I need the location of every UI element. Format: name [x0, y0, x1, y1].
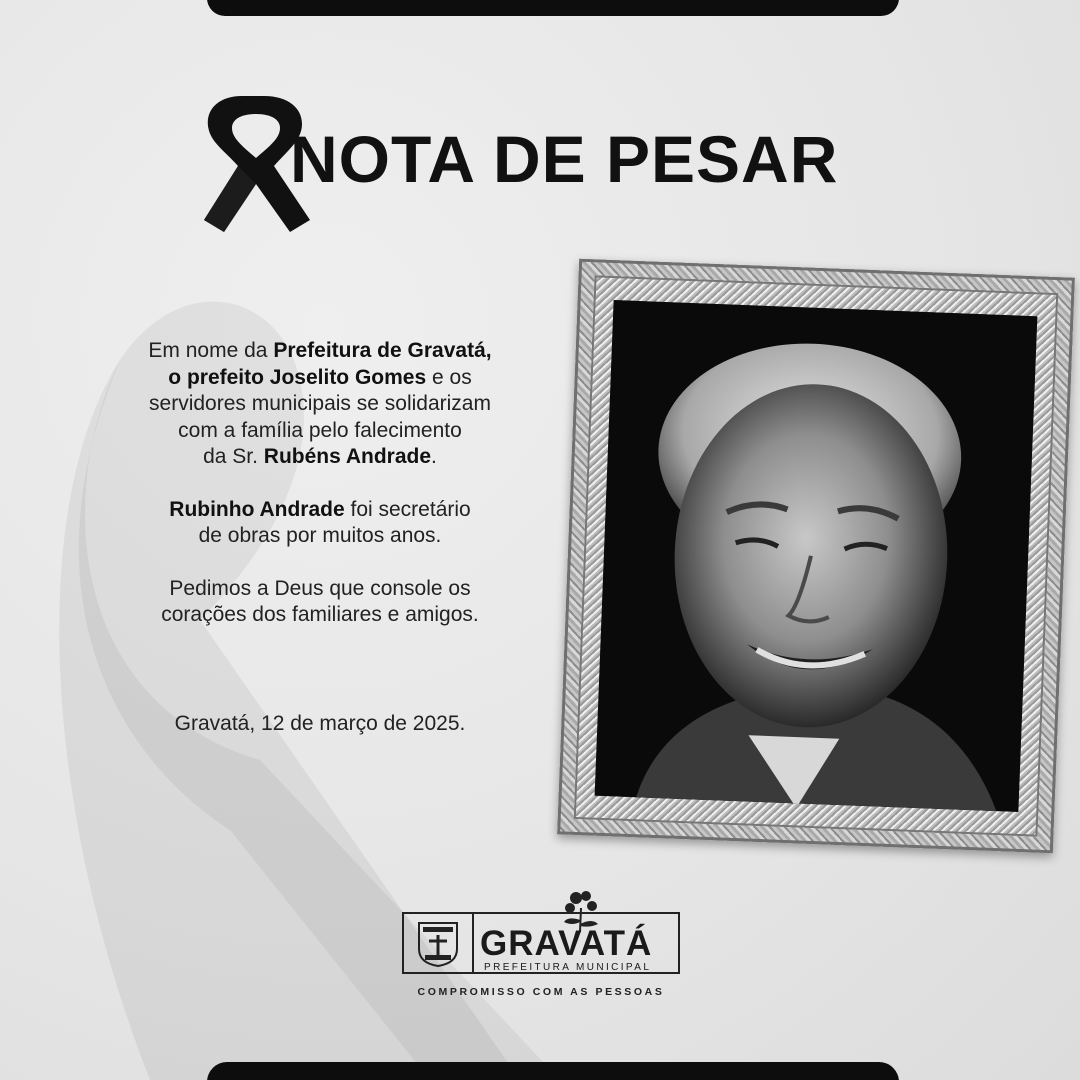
- message-text: .: [431, 445, 437, 468]
- message-bold-text: Prefeitura de Gravatá,: [273, 339, 492, 362]
- bottom-decorative-bar: [207, 1062, 899, 1080]
- message-text: de obras por muitos anos.: [198, 524, 442, 547]
- top-decorative-bar: [207, 0, 899, 16]
- message-text: com a família pelo falecimento: [178, 418, 462, 442]
- message-paragraph-1: [60, 338, 580, 471]
- message-text: Pedimos a Deus que console os: [169, 576, 471, 600]
- logo-divider: [472, 914, 474, 972]
- message-paragraph-2: [60, 497, 580, 550]
- message-text: Em nome da: [148, 339, 274, 362]
- message-text: da Sr.: [203, 445, 264, 468]
- logo-name: GRAVATÁ: [480, 924, 653, 963]
- condolence-message: [60, 338, 580, 629]
- message-text: e os: [426, 365, 472, 389]
- message-paragraph-3: [60, 576, 580, 629]
- logo-tagline: COMPROMISSO COM AS PESSOAS: [417, 986, 665, 998]
- portrait-frame: [557, 259, 1075, 854]
- message-text: corações dos familiares e amigos.: [161, 603, 479, 626]
- date-line: Gravatá, 12 de março de 2025.: [174, 712, 466, 735]
- message-text: servidores municipais se solidarizam: [149, 392, 491, 415]
- message-bold-text: o prefeito Joselito Gomes: [168, 365, 427, 389]
- city-seal-icon: [415, 919, 461, 967]
- portrait-photo: [595, 300, 1038, 812]
- page-title: NOTA DE PESAR: [290, 122, 839, 196]
- message-bold-text: Rubinho Andrade: [169, 497, 345, 521]
- logo-subtitle: PREFEITURA MUNICIPAL: [484, 962, 652, 973]
- portrait-silhouette: [595, 300, 1038, 812]
- message-bold-text: Rubéns Andrade: [263, 445, 432, 468]
- prefeitura-logo: [402, 888, 680, 1000]
- message-text: foi secretário: [344, 497, 471, 521]
